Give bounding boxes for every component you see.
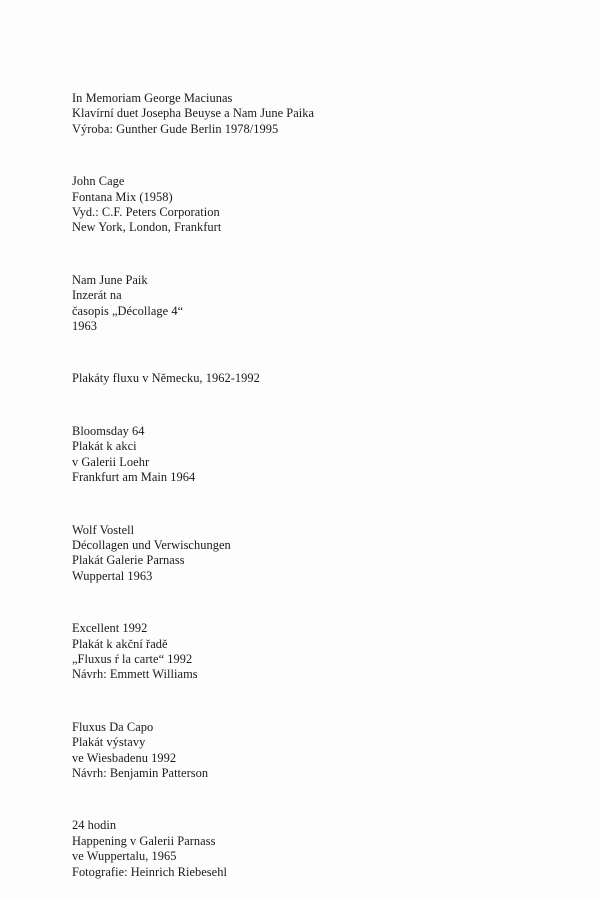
caption-line: Plakát Galerie Parnass	[72, 553, 185, 568]
caption-line: Happening v Galerii Parnass	[72, 833, 216, 848]
caption-line: Décollagen und Verwischungen	[72, 537, 231, 552]
caption-entry	[72, 424, 572, 486]
caption-line: Návrh: Emmett Williams	[72, 667, 198, 682]
caption-line: ve Wiesbadenu 1992	[72, 750, 177, 765]
caption-line: Výroba: Gunther Gude Berlin 1978/1995	[72, 121, 279, 136]
caption-entry	[72, 91, 572, 137]
caption-entry	[72, 621, 572, 683]
caption-line: Fluxus Da Capo	[72, 719, 154, 734]
caption-line: Fontana Mix (1958)	[72, 189, 173, 204]
caption-entry	[72, 273, 572, 335]
caption-line: 1963	[72, 319, 97, 334]
caption-line: „Fluxus ŕ la carte“ 1992	[72, 651, 193, 666]
caption-entry	[72, 523, 572, 585]
caption-line: John Cage	[72, 174, 125, 189]
caption-line: Plakát k akci	[72, 439, 137, 454]
caption-entry	[72, 818, 572, 880]
caption-line: Návrh: Benjamin Patterson	[72, 765, 209, 780]
caption-line: Vyd.: C.F. Peters Corporation	[72, 205, 220, 220]
caption-line: Wuppertal 1963	[72, 568, 153, 583]
caption-entry	[72, 174, 572, 236]
caption-line: ve Wuppertalu, 1965	[72, 849, 177, 864]
caption-entry	[72, 720, 572, 782]
caption-line: časopis „Décollage 4“	[72, 303, 184, 318]
caption-line: Wolf Vostell	[72, 522, 135, 537]
caption-line: 24 hodin	[72, 818, 117, 833]
caption-line: Plakát k akční řadě	[72, 636, 168, 651]
caption-line: Plakáty fluxu v Německu, 1962-1992	[72, 371, 260, 386]
caption-line: New York, London, Frankfurt	[72, 220, 222, 235]
caption-list	[72, 91, 572, 917]
caption-line: Klavírní duet Josepha Beuyse a Nam June Paika	[72, 106, 315, 121]
caption-line: Nam June Paik	[72, 272, 148, 287]
caption-line: Plakát výstavy	[72, 735, 146, 750]
caption-line: In Memoriam George Maciunas	[72, 91, 233, 105]
caption-line: Fotografie: Heinrich Riebesehl	[72, 864, 227, 879]
caption-line: Frankfurt am Main 1964	[72, 470, 196, 485]
caption-entry	[72, 371, 572, 386]
caption-line: Bloomsday 64	[72, 423, 145, 438]
caption-line: Excellent 1992	[72, 621, 148, 636]
caption-line: v Galerii Loehr	[72, 454, 150, 469]
caption-line: Inzerát na	[72, 288, 122, 303]
